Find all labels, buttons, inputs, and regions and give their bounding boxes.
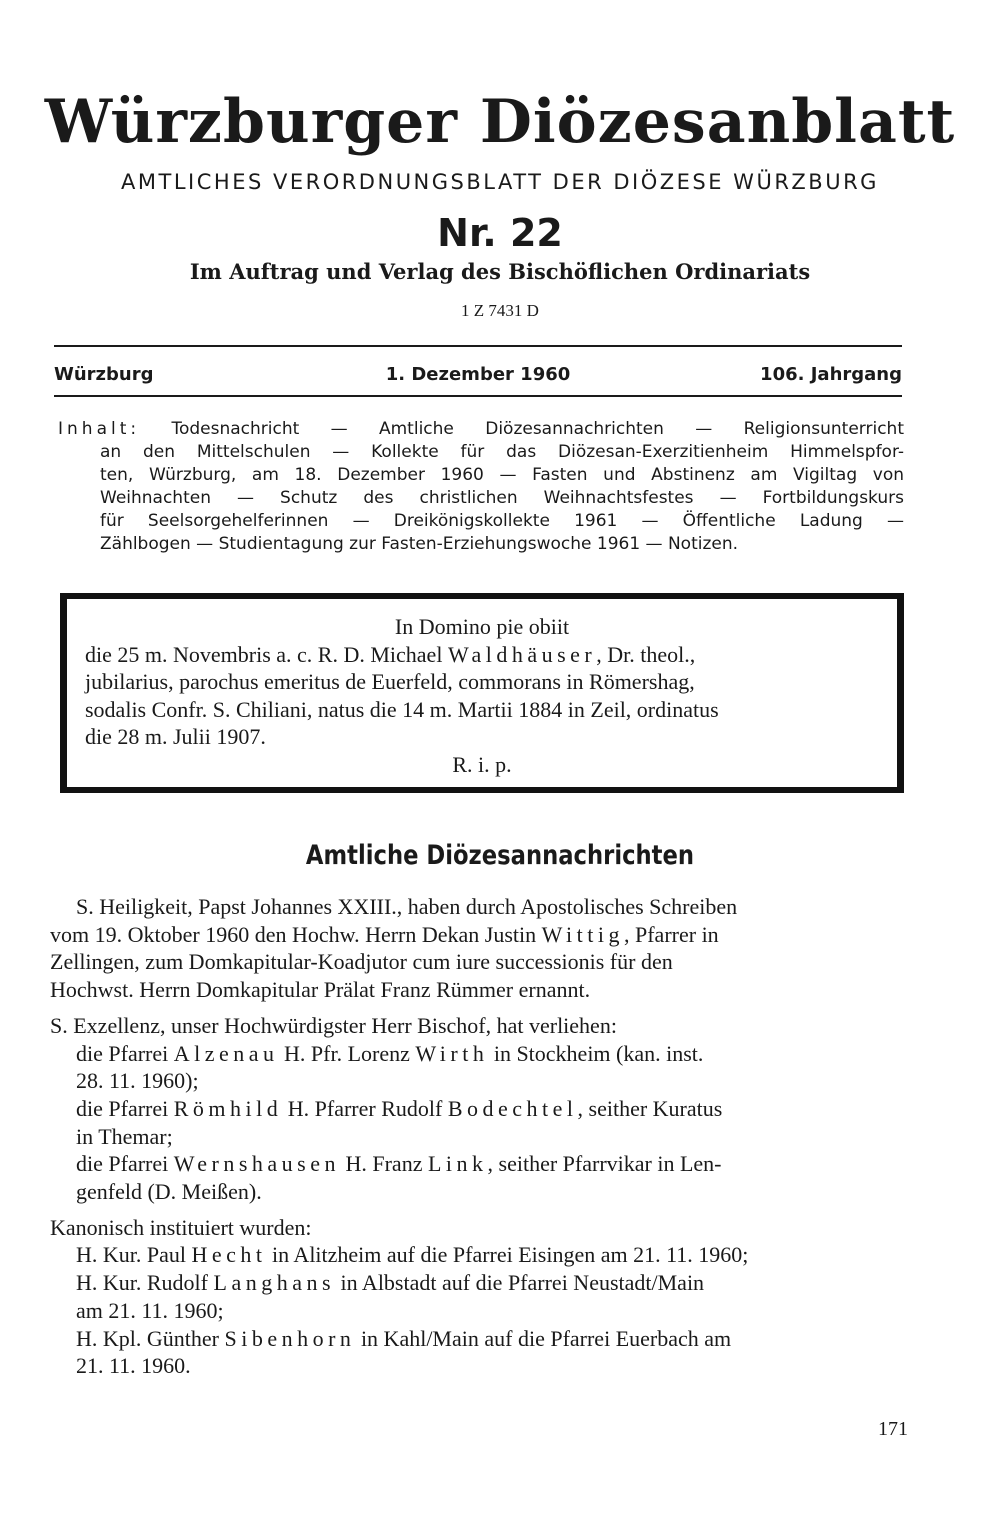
divider-bottom	[54, 395, 902, 397]
person-name: Link	[427, 1151, 488, 1177]
section-body	[50, 893, 902, 1380]
publisher-mandate: Im Auftrag und Verlag des Bischöflichen Ordinariats	[189, 259, 811, 284]
institution-line	[50, 1325, 902, 1353]
masthead-title: Würzburger Diözesanblatt	[44, 87, 956, 157]
contents-line: Weihnachten — Schutz des christlichen Weihnachtsfestes — Fortbildungskurs	[100, 488, 904, 508]
paragraph-text: in Kahl/Main auf die Pfarrei Euerbach am	[355, 1325, 732, 1351]
person-name: Sibenhorn	[224, 1325, 356, 1351]
obituary-box	[60, 593, 904, 793]
table-of-contents	[58, 418, 904, 556]
dateline-volume: 106. Jahrgang	[760, 364, 902, 385]
person-name: Langhans	[213, 1270, 336, 1296]
issue-number: Nr. 22	[437, 211, 563, 255]
obituary-line	[85, 641, 879, 669]
paragraph-text: H. Pfarrer Rudolf	[282, 1095, 448, 1121]
institution-line: am 21. 11. 1960;	[76, 1297, 224, 1323]
person-name: Hecht	[191, 1242, 267, 1268]
institution-line	[50, 1241, 902, 1269]
obituary-text: , Dr. theol.,	[596, 641, 696, 667]
contents-line: für Seelsorgehelferinnen — Dreikönigskollekte 1961 — Öffentliche Ladung —	[100, 511, 904, 531]
paragraph-text: H. Pfr. Lorenz	[278, 1040, 416, 1066]
person-name: Wirth	[415, 1040, 489, 1066]
paragraph-line: S. Exzellenz, unser Hochwürdigster Herr Bischof, hat verliehen:	[50, 1012, 617, 1038]
paragraph-text: in Stockheim (kan. inst.	[488, 1040, 704, 1066]
paragraph-line: S. Heiligkeit, Papst Johannes XXIII., haben durch Apostolisches Schreiben	[76, 894, 738, 919]
contents-line: an den Mittelschulen — Kollekte für das Diözesan-Exerzitienheim Himmelspfor-	[100, 442, 904, 462]
divider-top	[54, 345, 902, 347]
obituary-text: die 25 m. Novembris a. c. R. D. Michael	[85, 641, 448, 667]
obituary-line: sodalis Confr. S. Chiliani, natus die 14 m. Martii 1884 in Zeil, ordinatus	[85, 696, 719, 722]
obituary-line: jubilarius, parochus emeritus de Euerfeld, commorans in Römershag,	[85, 669, 695, 694]
page-number: 171	[878, 1418, 908, 1440]
postal-code: 1 Z 7431 D	[461, 301, 539, 320]
paragraph-text: , seither Pfarrvikar in Len-	[487, 1151, 722, 1177]
contents-label: Inhalt:	[58, 419, 141, 439]
paragraph-text: die Pfarrei	[76, 1095, 174, 1121]
paragraph-text: , Pfarrer in	[624, 921, 719, 947]
paragraph-text: H. Franz	[339, 1151, 428, 1177]
paragraph-line: Zellingen, zum Domkapitular-Koadjutor cum iure successionis für den	[50, 949, 673, 975]
appointment-line	[50, 1095, 902, 1123]
parish-name: Römhild	[173, 1095, 283, 1121]
paragraph-text: die Pfarrei	[76, 1151, 174, 1177]
appointment-line: 28. 11. 1960);	[76, 1068, 199, 1094]
obituary-heading: In Domino pie obiit	[394, 614, 570, 639]
section-title: Amtliche Diözesannachrichten	[305, 840, 695, 871]
deceased-name: Waldhäuser	[447, 641, 597, 667]
obituary-closing: R. i. p.	[452, 751, 512, 777]
obituary-line: die 28 m. Julii 1907.	[85, 724, 266, 749]
paragraph-text: H. Kpl. Günther	[76, 1325, 225, 1351]
appointment-line: in Themar;	[76, 1123, 173, 1149]
parish-name: Alzenau	[173, 1040, 279, 1066]
paragraph-line: Kanonisch instituiert wurden:	[50, 1214, 312, 1240]
paragraph-line	[50, 921, 902, 949]
parish-name: Wernshausen	[173, 1151, 340, 1177]
paragraph-line: Hochwst. Herrn Domkapitular Prälat Franz Rümmer ernannt.	[50, 977, 591, 1003]
paragraph-text: H. Kur. Rudolf	[76, 1270, 214, 1296]
masthead-subtitle: AMTLICHES VERORDNUNGSBLATT DER DIÖZESE WÜRZBURG	[121, 170, 879, 194]
appointment-line	[50, 1150, 902, 1178]
paragraph-text: vom 19. Oktober 1960 den Hochw. Herrn Dekan Justin	[50, 921, 542, 947]
dateline	[54, 363, 902, 387]
paragraph-text: in Alitzheim auf die Pfarrei Eisingen am 21. 11. 1960;	[266, 1242, 749, 1268]
person-name: Bodechtel	[447, 1095, 578, 1121]
contents-line: Zählbogen — Studientagung zur Fasten-Erziehungswoche 1961 — Notizen.	[100, 534, 739, 554]
contents-line: ten, Würzburg, am 18. Dezember 1960 — Fasten und Abstinenz am Vigiltag von	[100, 465, 904, 485]
appointment-line: genfeld (D. Meißen).	[76, 1179, 262, 1205]
institution-line	[50, 1269, 902, 1297]
institution-line: 21. 11. 1960.	[76, 1353, 191, 1379]
paragraph-text: , seither Kuratus	[577, 1095, 723, 1121]
paragraph-text: die Pfarrei	[76, 1040, 174, 1066]
paragraph-text: in Albstadt auf die Pfarrei Neustadt/Main	[335, 1270, 705, 1296]
person-name: Wittig	[541, 921, 624, 947]
dateline-date: 1. Dezember 1960	[385, 364, 571, 385]
dateline-place: Würzburg	[54, 364, 154, 385]
paragraph-text: H. Kur. Paul	[76, 1242, 192, 1268]
contents-line: Todesnachricht — Amtliche Diözesannachrichten — Religionsunterricht	[171, 419, 904, 439]
appointment-line	[50, 1040, 902, 1068]
